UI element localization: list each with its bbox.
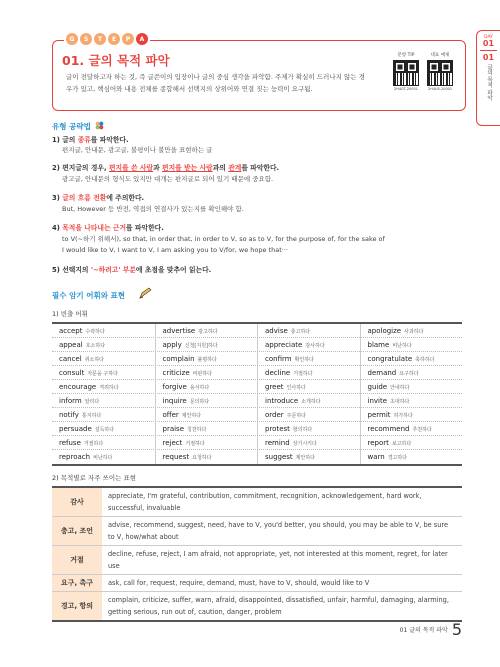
vocab-cell — [52, 324, 155, 338]
vocab-word: complain — [162, 355, 195, 363]
step-pills — [64, 33, 150, 45]
vocab-word: appreciate — [265, 341, 303, 349]
vocab-row — [52, 352, 462, 366]
vocab-word: apply — [162, 341, 182, 349]
vocab-meaning: 취소하다 — [84, 356, 105, 363]
vocab-word: protest — [265, 425, 290, 433]
vocab-cell — [155, 380, 258, 394]
vocab-word: introduce — [265, 397, 299, 405]
item-text: 를 파악한다. — [126, 224, 164, 232]
item-highlight: 편지를 쓴 사람 — [108, 164, 154, 172]
vocab-meaning: 신청[지원]하다 — [184, 342, 218, 349]
vocab-cell — [52, 436, 155, 450]
item-text: 선택지의 — [62, 266, 91, 274]
pencil-icon — [139, 287, 153, 299]
vocab-meaning: 항의하다 — [292, 426, 313, 433]
item-num: 2) — [52, 164, 60, 172]
vocab-word: permit — [367, 411, 391, 419]
item-text: 글의 — [62, 136, 78, 144]
vocab-meaning: 칭찬하다 — [187, 426, 207, 433]
vocab-cell — [360, 450, 463, 464]
vocab-cell — [360, 394, 463, 408]
vocab-cell — [52, 394, 155, 408]
vocab-cell — [155, 394, 258, 408]
unit-side-tab — [476, 30, 500, 126]
vocab-word: refuse — [59, 439, 81, 447]
page-footer — [400, 620, 462, 639]
vocab-word: order — [265, 411, 284, 419]
qr-code-icon[interactable] — [393, 60, 419, 86]
vocab-meaning: 감사하다 — [305, 342, 325, 349]
vocab-meaning: 확인하다 — [294, 356, 314, 363]
step-pill: P — [122, 33, 134, 45]
vocab-word: demand — [367, 369, 397, 377]
vocab-cell — [257, 450, 360, 464]
vocab-cell — [155, 338, 258, 352]
vocab-cell — [360, 380, 463, 394]
expression-text: ask, call for, request, require, demand, must, have to V, should, would like to V — [108, 579, 370, 587]
vocab-word: guide — [367, 383, 388, 391]
vocab-word: remind — [265, 439, 290, 447]
vocab-meaning: 거절하다 — [185, 440, 205, 447]
vocab-cell — [52, 408, 155, 422]
vocab-meaning: 거절하다 — [83, 440, 104, 447]
qr-tip[interactable] — [391, 52, 421, 91]
frequent-vocab-label: 1) 빈출 어휘 — [52, 310, 88, 318]
vocab-meaning: 허가하다 — [393, 412, 413, 419]
expression-row — [52, 517, 462, 546]
expressions-label: 2) 목적별로 자주 쓰이는 표현 — [52, 474, 137, 482]
vocab-cell — [155, 324, 258, 338]
vocab-word: accept — [59, 327, 83, 335]
vocab-meaning: 보고하다 — [391, 440, 412, 447]
vocab-meaning: 통지하다 — [81, 412, 102, 419]
vocab-row — [52, 366, 462, 380]
step-pill: E — [108, 33, 120, 45]
vocab-cell — [360, 366, 463, 380]
vocab-cell — [257, 366, 360, 380]
strategy-sub-4: to V(~하기 위해서), so that, in order that, in order to V, so as to V, for the purpose of, for the sake of — [62, 235, 385, 243]
expression-text: appreciate, I'm grateful, contribution, commitment, recognition, acknowledgement, hard work, successful, invaluable — [108, 492, 422, 512]
vocab-word: blame — [367, 341, 390, 349]
qr-label: 대표 예제 — [430, 53, 450, 58]
item-text: 를 파악한다. — [241, 164, 280, 172]
vocab-cell — [257, 436, 360, 450]
vocab-cell — [257, 338, 360, 352]
vocab-cell — [257, 422, 360, 436]
vocab-word: reproach — [59, 453, 91, 461]
vocab-word: praise — [162, 425, 185, 433]
item-text: 에 주의한다. — [106, 194, 145, 202]
vocab-word: inform — [59, 397, 82, 405]
vocab-meaning: 소개하다 — [301, 398, 321, 405]
book-pill: A — [136, 33, 148, 45]
strategy-item-3 — [52, 192, 144, 202]
item-text: 과 — [153, 164, 163, 172]
vocab-cell — [52, 450, 155, 464]
vocab-meaning: 제안하다 — [295, 454, 315, 461]
step-pill: T — [94, 33, 106, 45]
vocab-meaning: 광고하다 — [198, 328, 218, 335]
step-pill: G — [66, 33, 78, 45]
vocab-cell — [360, 324, 463, 338]
vocab-cell — [155, 436, 258, 450]
strategy-item-1 — [52, 134, 129, 144]
vocab-meaning: 비판하다 — [192, 370, 212, 377]
vocab-row — [52, 380, 462, 394]
expression-category: 충고, 조언 — [52, 517, 102, 545]
qr-id: 2H4U5-20001 — [427, 87, 453, 91]
vocab-cell — [52, 380, 155, 394]
vocab-word: invite — [367, 397, 388, 405]
vocab-word: advertise — [162, 327, 196, 335]
vocab-meaning: 주문하다 — [286, 412, 306, 419]
vocab-meaning: 추천하다 — [412, 426, 432, 433]
vocab-row — [52, 408, 462, 422]
qr-example[interactable] — [425, 52, 455, 91]
item-num: 5) — [52, 266, 60, 274]
day-label: DAY — [484, 35, 493, 40]
vocab-meaning: 요청하다 — [192, 454, 212, 461]
item-num: 3) — [52, 194, 60, 202]
expressions-table — [52, 486, 462, 622]
strategy-heading — [52, 121, 104, 132]
vocab-meaning: 축하하다 — [415, 356, 435, 363]
vocab-meaning: 불평하다 — [197, 356, 217, 363]
vocab-meaning: 제안하다 — [181, 412, 202, 419]
vocab-row — [52, 394, 462, 408]
vocab-cell — [360, 352, 463, 366]
vocab-cell — [360, 422, 463, 436]
vocab-word: offer — [162, 411, 179, 419]
qr-id: 2H4GT-20001 — [394, 87, 418, 91]
item-text: 에 초점을 맞추어 읽는다. — [135, 266, 212, 274]
vocab-word: greet — [265, 383, 284, 391]
expression-category: 거절 — [52, 546, 102, 574]
expression-row — [52, 575, 462, 592]
footer-label: 01 글의 목적 파악 — [399, 627, 448, 634]
strategy-item-2 — [52, 162, 279, 172]
vocab-word: notify — [59, 411, 79, 419]
vocab-meaning: 비난하다 — [93, 454, 113, 461]
vocab-word: recommend — [367, 425, 410, 433]
vocab-word: appeal — [59, 341, 83, 349]
vocab-word: warn — [367, 453, 385, 461]
expression-row — [52, 488, 462, 517]
vocab-grid — [52, 322, 462, 466]
strategy-sub-1: 편지글, 안내문, 광고글, 불평이나 불만을 표현하는 글 — [62, 146, 213, 154]
unit-number: 01 — [482, 53, 495, 62]
page-number: 5 — [451, 620, 462, 639]
vocab-cell — [52, 366, 155, 380]
strategy-heading-text: 유형 공략법 — [52, 122, 91, 131]
vocab-heading: 필수 암기 어휘와 표현 — [52, 291, 126, 300]
clover-icon — [95, 121, 104, 130]
item-highlight: 관계 — [228, 164, 242, 172]
qr-code-icon[interactable] — [427, 60, 453, 86]
strategy-sub-3: But, However 등 반전, 역접의 연결사가 있는지를 확인해야 함. — [62, 205, 244, 213]
vocab-meaning: 요구하다 — [399, 370, 419, 377]
vocab-word: forgive — [162, 383, 187, 391]
section-description: 글이 전달하고자 하는 것, 즉 글쓴이의 입장이나 글의 중심 생각을 파악함. 주제가 확실히 드러나지 않는 경우가 있고, 핵심어와 내용 전체를 종합해서 선택지의 상위어와 연결 짓는 능력이 요구됨. — [66, 73, 365, 93]
vocab-meaning: 인사하다 — [286, 384, 306, 391]
vocab-word: report — [367, 439, 389, 447]
vocab-row — [52, 422, 462, 436]
vocab-word: apologize — [367, 327, 402, 335]
vocab-word: encourage — [59, 383, 97, 391]
vocab-word: suggest — [265, 453, 293, 461]
expression-category: 경고, 항의 — [52, 592, 102, 620]
vocab-meaning: 알리다 — [84, 398, 100, 405]
vocab-word: request — [162, 453, 190, 461]
vocab-meaning: 초대하다 — [390, 398, 410, 405]
vocab-meaning: 충고하다 — [290, 328, 311, 335]
vocab-meaning: 용서하다 — [189, 384, 210, 391]
vocab-word: confirm — [265, 355, 292, 363]
vocab-word: persuade — [59, 425, 92, 433]
expression-category: 감사 — [52, 488, 102, 516]
page-title: 01. 글의 목적 파악 — [62, 53, 170, 68]
vocab-cell — [257, 380, 360, 394]
strategy-sub-2: 광고글, 안내문의 형식도 있지만 대개는 편지글로 되어 있기 때문에 중요함. — [62, 175, 274, 183]
item-highlight: 글의 흐름 전환 — [62, 194, 107, 202]
vocab-word: reject — [162, 439, 183, 447]
day-number: 01 — [482, 39, 495, 48]
qr-label: 문항 TIP — [397, 53, 415, 58]
vocab-meaning: 상기시키다 — [292, 440, 317, 447]
vocab-cell — [52, 352, 155, 366]
vocab-meaning: 거절하다 — [293, 370, 313, 377]
vocab-row — [52, 324, 462, 338]
tab-divider — [480, 50, 497, 51]
vocab-cell — [257, 352, 360, 366]
vocab-word: inquire — [162, 397, 187, 405]
vocab-word: criticize — [162, 369, 190, 377]
strategy-sub-4b: I would like to V, I want to V, I am asking you to V/for, we hope that··· — [62, 246, 288, 254]
vocab-meaning: 경고하다 — [387, 454, 408, 461]
unit-title-vertical: 글의 목적 파악 — [486, 64, 492, 101]
step-pill: S — [80, 33, 92, 45]
vocab-cell — [52, 422, 155, 436]
vocab-meaning: 호소하다 — [85, 342, 106, 349]
vocab-meaning: 사과하다 — [404, 328, 424, 335]
vocab-cell — [155, 422, 258, 436]
strategy-item-4 — [52, 222, 164, 232]
item-highlight: 종류 — [77, 136, 91, 144]
item-highlight: '~하려고' 부분 — [90, 266, 136, 274]
vocab-meaning: 설득하다 — [94, 426, 115, 433]
vocab-cell — [257, 394, 360, 408]
vocab-cell — [360, 436, 463, 450]
expression-category: 요구, 촉구 — [52, 575, 102, 591]
expression-text: advise, recommend, suggest, need, have to V, you'd better, you should, you may be able to V, be sure to V, how/what about — [108, 521, 449, 541]
vocab-meaning: 문의하다 — [189, 398, 210, 405]
vocab-cell — [155, 408, 258, 422]
strategy-item-5 — [52, 264, 211, 274]
expression-row — [52, 546, 462, 575]
vocab-cell — [52, 338, 155, 352]
vocab-cell — [155, 366, 258, 380]
vocab-cell — [360, 408, 463, 422]
item-highlight: 목적을 나타내는 근거 — [62, 224, 127, 232]
item-num: 4) — [52, 224, 60, 232]
vocab-row — [52, 338, 462, 352]
vocab-meaning: 격려하다 — [99, 384, 119, 391]
vocab-meaning: 안내하다 — [390, 384, 410, 391]
vocab-word: advise — [265, 327, 288, 335]
vocab-cell — [155, 450, 258, 464]
item-highlight: 편지를 받는 사람 — [162, 164, 213, 172]
vocab-row — [52, 436, 462, 450]
vocab-word: consult — [59, 369, 85, 377]
item-text: 과의 — [212, 164, 229, 172]
item-text: 편지글의 경우, — [62, 164, 109, 172]
vocab-word: congratulate — [367, 355, 413, 363]
vocab-cell — [155, 352, 258, 366]
item-text: 를 파악한다. — [90, 136, 129, 144]
vocab-word: decline — [265, 369, 291, 377]
vocab-cell — [257, 408, 360, 422]
vocab-cell — [360, 338, 463, 352]
item-num: 1) — [52, 136, 60, 144]
vocab-word: cancel — [59, 355, 82, 363]
vocab-meaning: 비난하다 — [392, 342, 412, 349]
vocab-row — [52, 450, 462, 464]
vocab-meaning: 자문을 구하다 — [87, 370, 118, 377]
expression-text: complain, criticize, suffer, warn, afraid, disappointed, dissatisfied, unfair, harmful, damaging, alarming, getting serious, run out of, caution, danger, problem — [108, 596, 449, 616]
vocab-meaning: 수락하다 — [85, 328, 105, 335]
expression-row — [52, 592, 462, 620]
vocab-cell — [257, 324, 360, 338]
expression-text: decline, refuse, reject, I am afraid, not appropriate, yet, not interested at this moment, regret, for later use — [108, 550, 448, 570]
